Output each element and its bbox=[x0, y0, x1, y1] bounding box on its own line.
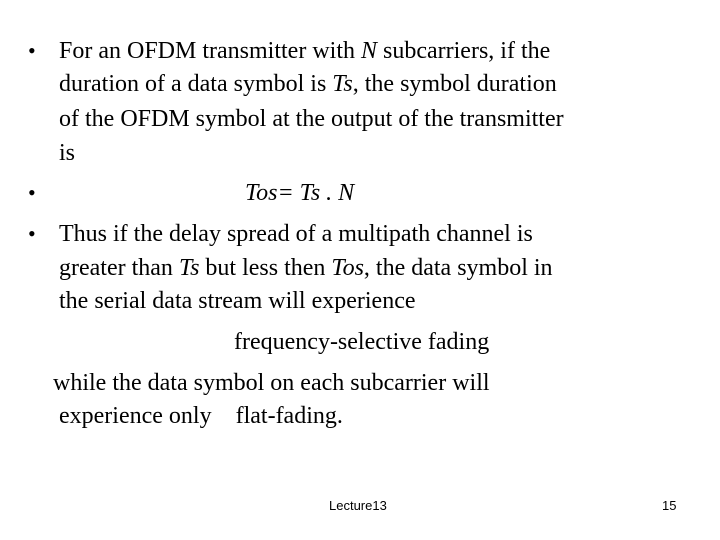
bullet-3-line-6: experience only flat-fading. bbox=[59, 403, 343, 429]
bullet-3-line-4: frequency-selective fading bbox=[234, 329, 490, 355]
bullet-marker-1: • bbox=[28, 38, 36, 63]
bullet-3-line-5: while the data symbol on each subcarrier will bbox=[53, 370, 490, 396]
bullet-1-line-2 bbox=[59, 70, 557, 98]
text: , the data symbol in bbox=[363, 255, 553, 281]
text: but less then bbox=[199, 255, 332, 281]
bullet-1-line-4: is bbox=[59, 140, 76, 166]
text: For an OFDM transmitter with bbox=[59, 38, 361, 64]
var-ts: Ts bbox=[178, 255, 200, 281]
bullet-3-line-1: Thus if the delay spread of a multipath channel is bbox=[59, 221, 533, 247]
text: , the symbol duration bbox=[352, 71, 557, 97]
var-n: N bbox=[360, 38, 377, 64]
page-number: 15 bbox=[662, 498, 677, 513]
bullet-marker-3: • bbox=[28, 221, 36, 246]
bullet-marker-2: • bbox=[28, 180, 36, 205]
formula bbox=[245, 179, 354, 207]
var-ts: Ts bbox=[332, 71, 353, 97]
footer-label: Lecture13 bbox=[329, 498, 387, 513]
text: duration of a data symbol is bbox=[59, 71, 333, 97]
text: greater than bbox=[59, 255, 179, 281]
bullet-3-line-2 bbox=[59, 254, 553, 282]
bullet-1-line-3: of the OFDM symbol at the output of the transmitter bbox=[59, 106, 564, 132]
bullet-3-line-3: the serial data stream will experience bbox=[59, 288, 416, 314]
text: subcarriers, if the bbox=[377, 38, 551, 64]
formula-text: Tos= Ts . N bbox=[245, 180, 355, 206]
var-tos: Tos bbox=[331, 255, 364, 281]
bullet-1-line-1 bbox=[59, 37, 550, 65]
